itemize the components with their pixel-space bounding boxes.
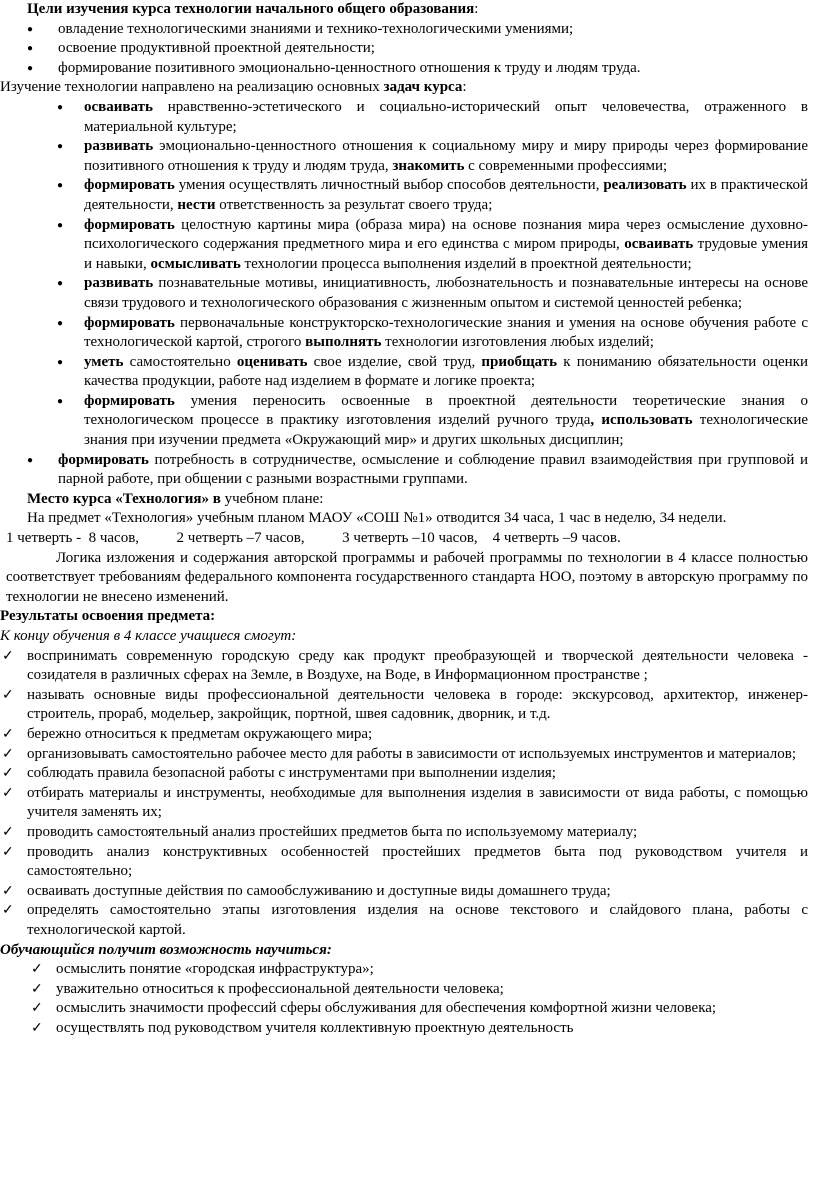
list-item: ✓ проводить самостоятельный анализ простейших предметов быта по используемому материалу; (0, 823, 816, 843)
task-item: ● развивать эмоционально-ценностного отношения к социальному миру и миру природы через формирование позитивного отношения к труду и людям труда, знакомить с современными профессиями; (57, 138, 808, 174)
checkmark-icon: ✓ (31, 981, 43, 997)
tasks-intro: Изучение технологии направлено на реализацию основных задач курса: (0, 79, 467, 96)
results-heading: Результаты освоения предмета: (0, 608, 216, 625)
checkmark-icon: ✓ (2, 687, 14, 703)
checkmark-icon: ✓ (2, 903, 14, 919)
extra-heading: Обучающийся получит возможность научиться: (0, 941, 332, 958)
list-item: ✓ осмыслить понятие «городская инфраструктура»; (0, 960, 816, 980)
tasks-list (0, 98, 816, 490)
list-item: ✓ называть основные виды профессиональной деятельности человека в городе: экскурсовод, архитектор, инженер-строитель, прораб, модельер, закройщик, портной, швея садовник, дворник, и т.д. (2, 686, 808, 723)
results-subtitle: К концу обучения в 4 классе учащиеся смогут: (0, 628, 297, 644)
bullet-dot-icon: ● (57, 278, 64, 290)
bullet-dot-icon: ● (27, 23, 34, 35)
bullet-dot-icon: ● (57, 141, 64, 153)
task-item: ● развивать познавательные мотивы, инициативность, любознательность и познавательные интересы на основе связи трудового и технологического образования с жизненным опытом и системой ценностей ребенка; (57, 275, 808, 311)
checkmark-icon: ✓ (2, 883, 14, 899)
task-item: ● формировать умения переносить освоенные в проектной деятельности теоретические знания о технологическом процессе в практику изготовления изделий ручного труда, использовать технологические знания при изучении предмета «Окружающий мир» и других школьных дисциплин; (57, 392, 809, 449)
goals-heading: Цели изучения курса технологии начального общего образования: (27, 1, 479, 17)
checkmark-icon: ✓ (2, 824, 14, 840)
hours-text: На предмет «Технология» учебным планом МАОУ «СОШ №1» отводится 34 часа, 1 час в неделю, 34 недели. (27, 510, 727, 527)
goals-title: Цели изучения курса технологии начального общего образования (27, 1, 475, 17)
checkmark-icon: ✓ (2, 844, 14, 860)
bullet-dot-icon: ● (57, 219, 64, 231)
task-item: ● осваивать нравственно-эстетического и социально-исторический опыт человечества, отраженного в материальной культуре; (57, 98, 808, 135)
list-item: ✓ осваивать доступные действия по самообслуживанию и доступные виды домашнего труда; (0, 882, 816, 902)
bullet-dot-icon: ● (57, 356, 64, 368)
list-item: ✓ организовывать самостоятельно рабочее место для работы в зависимости от используемых инструментов и материалов; (0, 745, 816, 765)
task-item: ● формировать потребность в сотрудничестве, осмысление и соблюдение правил взаимодействия при групповой и парной работе, при общении с разными возрастными группами. (27, 451, 808, 488)
list-item: ✓ осмыслить значимости профессий сферы обслуживания для обеспечения комфортной жизни человека; (0, 999, 816, 1019)
checkmark-icon: ✓ (31, 1020, 43, 1036)
checkmark-icon: ✓ (2, 648, 14, 664)
extra-list (0, 960, 816, 1038)
bullet-dot-icon: ● (57, 101, 64, 113)
checkmark-icon: ✓ (31, 962, 43, 978)
list-item: ✓ бережно относиться к предметам окружающего мира; (0, 725, 816, 745)
checkmark-icon: ✓ (2, 766, 14, 782)
bullet-dot-icon: ● (57, 395, 64, 407)
list-item: ✓ воспринимать современную городскую среду как продукт преобразующей и творческой деятельности человека - созидателя в различных сферах на Земле, в Воздухе, на Воде, в Информационном пространстве ; (2, 647, 808, 684)
checkmark-icon: ✓ (2, 746, 14, 762)
checkmark-icon: ✓ (2, 785, 14, 801)
task-item: ● формировать умения осуществлять личностный выбор способов деятельности, реализовать их в практической деятельности, нести ответственность за результат своего труда; (57, 177, 808, 213)
bullet-dot-icon: ● (27, 43, 34, 55)
task-item: ● формировать целостную картины мира (образа мира) на основе познания мира через осмысление духовно-психологического содержания предметного мира и его единства с миром природы, осваивать трудовые умения и навыки, осмысливать технологии процесса выполнения изделий в проектной деятельности; (57, 216, 808, 272)
list-item: ✓ проводить анализ конструктивных особенностей простейших предметов быта под руководством учителя и самостоятельно; (2, 843, 808, 880)
bullet-dot-icon: ● (57, 180, 64, 192)
bullet-dot-icon: ● (27, 62, 34, 74)
place-heading: Место курса «Технология» в учебном плане: (27, 490, 324, 507)
list-item: ✓ осуществлять под руководством учителя коллективную проектную деятельность (0, 1019, 816, 1039)
list-item: ● овладение технологическими знаниями и технико-технологическими умениями; (0, 20, 816, 40)
goals-list (0, 20, 816, 79)
list-item: ● освоение продуктивной проектной деятельности; (0, 39, 816, 59)
results-list (0, 647, 816, 941)
checkmark-icon: ✓ (2, 726, 14, 742)
list-item: ● формирование позитивного эмоционально-ценностного отношения к труду и людям труда. (0, 59, 816, 79)
list-item: ✓ соблюдать правила безопасной работы с инструментами при выполнении изделия; (0, 764, 816, 784)
task-item: ● уметь самостоятельно оценивать свое изделие, свой труд, приобщать к пониманию обязательности оценки качества продукции, работе над изделием в формате и логике проекта; (57, 353, 808, 390)
list-item: ✓ отбирать материалы и инструменты, необходимые для выполнения изделия в зависимости от вида работы, с помощью учителя заменять их; (2, 784, 808, 821)
list-item: ✓ определять самостоятельно этапы изготовления изделия на основе текстового и слайдового плана, работы с технологической картой. (2, 902, 808, 938)
logic-paragraph: Логика изложения и содержания авторской программы и рабочей программы по технологии в 4 классе полностью соответствует требованиям федерального компонента государственного стандарта НОО, поэтому в авторскую программу по технологии не внесено изменений. (6, 549, 808, 605)
quarters-line: 1 четверть - 8 часов, 2 четверть –7 часов, 3 четверть –10 часов, 4 четверть –9 часов. (6, 530, 621, 547)
task-item: ● формировать первоначальные конструкторско-технологические знания и умения на основе обучения работе с технологической картой, строгого выполнять технологии изготовления любых изделий; (57, 314, 808, 351)
bullet-dot-icon: ● (27, 454, 34, 466)
checkmark-icon: ✓ (31, 1001, 43, 1017)
bullet-dot-icon: ● (57, 317, 64, 329)
list-item: ✓ уважительно относиться к профессиональной деятельности человека; (0, 980, 816, 1000)
